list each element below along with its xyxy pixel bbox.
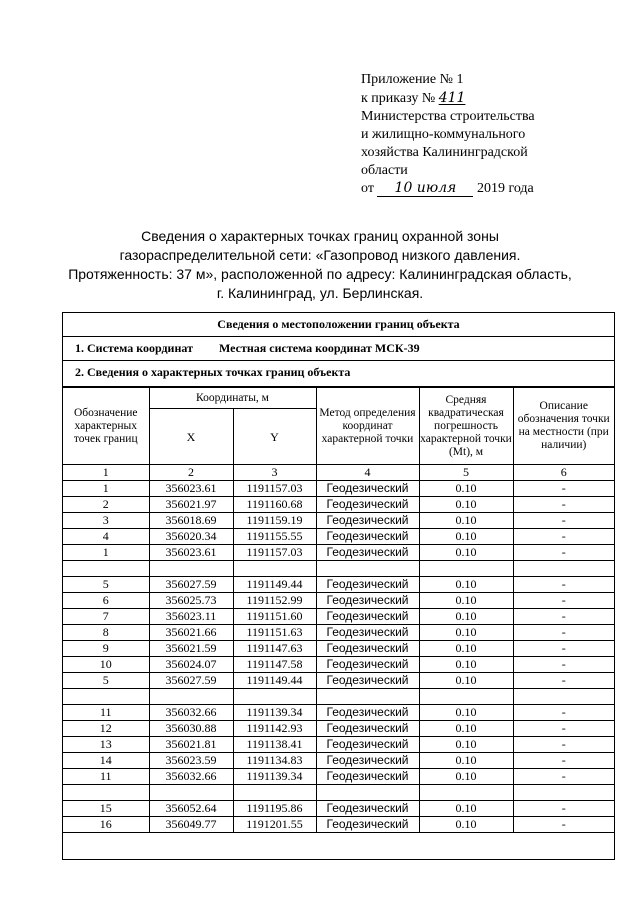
- method-cell: Геодезический: [316, 545, 419, 561]
- point-id-cell: 8: [63, 625, 149, 641]
- point-id-cell: 3: [63, 513, 149, 529]
- x-cell: 356030.88: [149, 721, 233, 737]
- x-cell: [149, 785, 233, 801]
- table-row: [63, 705, 614, 721]
- description-cell: -: [513, 705, 614, 721]
- y-cell: 1191139.34: [233, 769, 316, 785]
- method-cell: Геодезический: [316, 705, 419, 721]
- accuracy-cell: 0.10: [419, 593, 513, 609]
- point-id-cell: 1: [63, 481, 149, 497]
- method-cell: Геодезический: [316, 769, 419, 785]
- method-cell: Геодезический: [316, 721, 419, 737]
- header-method: Метод определения координат характерной точки: [316, 388, 419, 465]
- col-num-6: 6: [513, 465, 614, 481]
- blank-separator-row: [63, 785, 614, 801]
- method-cell: Геодезический: [316, 817, 419, 833]
- table-row: [63, 481, 614, 497]
- appendix-block: [361, 71, 611, 198]
- point-id-cell: 16: [63, 817, 149, 833]
- description-cell: -: [513, 801, 614, 817]
- method-cell: [316, 785, 419, 801]
- table-row: [63, 641, 614, 657]
- description-cell: [513, 785, 614, 801]
- y-cell: [233, 689, 316, 705]
- y-cell: 1191160.68: [233, 497, 316, 513]
- description-cell: -: [513, 737, 614, 753]
- blank-separator-row: [63, 689, 614, 705]
- x-cell: 356032.66: [149, 705, 233, 721]
- table-row: [63, 497, 614, 513]
- description-cell: -: [513, 609, 614, 625]
- col-num-3: 3: [233, 465, 316, 481]
- coord-system-value: Местная система координат МСК-39: [218, 341, 420, 355]
- ministry-line-1: Министерства строительства: [361, 109, 535, 124]
- method-cell: Геодезический: [316, 641, 419, 657]
- accuracy-cell: 0.10: [419, 577, 513, 593]
- table-row: [63, 545, 614, 561]
- description-cell: -: [513, 545, 614, 561]
- document-title: [60, 227, 580, 303]
- accuracy-cell: 0.10: [419, 753, 513, 769]
- accuracy-cell: 0.10: [419, 721, 513, 737]
- method-cell: Геодезический: [316, 497, 419, 513]
- coord-system-row: [63, 337, 614, 361]
- x-cell: 356052.64: [149, 801, 233, 817]
- coord-system-label: 1. Система координат: [75, 341, 193, 355]
- description-cell: -: [513, 769, 614, 785]
- y-cell: 1191157.03: [233, 481, 316, 497]
- y-cell: [233, 561, 316, 577]
- x-cell: 356021.97: [149, 497, 233, 513]
- method-cell: [316, 561, 419, 577]
- title-line-1: Сведения о характерных точках границ охранной зоны: [141, 228, 499, 244]
- order-number: 411: [438, 90, 466, 106]
- x-cell: 356018.69: [149, 513, 233, 529]
- appendix-title: Приложение № 1: [361, 72, 464, 87]
- blank-separator-row: [63, 561, 614, 577]
- point-id-cell: 7: [63, 609, 149, 625]
- table-row: [63, 769, 614, 785]
- y-cell: [233, 785, 316, 801]
- header-description: Описание обозначения точки на местности (при наличии): [513, 388, 614, 465]
- x-cell: 356023.59: [149, 753, 233, 769]
- method-cell: Геодезический: [316, 529, 419, 545]
- x-cell: 356023.61: [149, 545, 233, 561]
- x-cell: 356027.59: [149, 673, 233, 689]
- point-id-cell: 4: [63, 529, 149, 545]
- x-cell: 356021.59: [149, 641, 233, 657]
- accuracy-cell: 0.10: [419, 545, 513, 561]
- method-cell: Геодезический: [316, 593, 419, 609]
- accuracy-cell: [419, 689, 513, 705]
- col-num-5: 5: [419, 465, 513, 481]
- point-id-cell: 2: [63, 497, 149, 513]
- accuracy-cell: 0.10: [419, 673, 513, 689]
- method-cell: Геодезический: [316, 513, 419, 529]
- y-cell: 1191151.60: [233, 609, 316, 625]
- table-row: [63, 577, 614, 593]
- accuracy-cell: 0.10: [419, 641, 513, 657]
- table-row: [63, 625, 614, 641]
- y-cell: 1191134.83: [233, 753, 316, 769]
- point-id-cell: 1: [63, 545, 149, 561]
- description-cell: -: [513, 481, 614, 497]
- col-num-4: 4: [316, 465, 419, 481]
- method-cell: Геодезический: [316, 609, 419, 625]
- y-cell: 1191138.41: [233, 737, 316, 753]
- header-point-id: Обозначение характерных точек границ: [63, 388, 149, 465]
- x-cell: 356023.11: [149, 609, 233, 625]
- point-id-cell: 11: [63, 705, 149, 721]
- boundary-table-frame: [62, 312, 615, 860]
- description-cell: -: [513, 753, 614, 769]
- description-cell: [513, 561, 614, 577]
- accuracy-cell: 0.10: [419, 737, 513, 753]
- method-cell: Геодезический: [316, 673, 419, 689]
- description-cell: -: [513, 673, 614, 689]
- x-cell: 356032.66: [149, 769, 233, 785]
- accuracy-cell: 0.10: [419, 481, 513, 497]
- description-cell: -: [513, 817, 614, 833]
- table-row: [63, 801, 614, 817]
- date-suffix: 2019 года: [476, 181, 534, 196]
- x-cell: 356021.66: [149, 625, 233, 641]
- table-row: [63, 513, 614, 529]
- accuracy-cell: 0.10: [419, 657, 513, 673]
- date-prefix: от: [361, 181, 374, 196]
- x-cell: 356027.59: [149, 577, 233, 593]
- x-cell: 356025.73: [149, 593, 233, 609]
- accuracy-cell: 0.10: [419, 497, 513, 513]
- order-date-line: [361, 180, 611, 198]
- y-cell: 1191147.58: [233, 657, 316, 673]
- ministry-line-2: и жилищно-коммунального: [361, 127, 526, 142]
- y-cell: 1191195.86: [233, 801, 316, 817]
- header-x: X: [149, 409, 233, 465]
- point-id-cell: 15: [63, 801, 149, 817]
- order-number-line: [361, 89, 611, 108]
- header-coords: Координаты, м: [149, 388, 316, 409]
- column-numbers-row: [63, 465, 614, 481]
- point-id-cell: [63, 785, 149, 801]
- y-cell: 1191149.44: [233, 673, 316, 689]
- point-id-cell: 9: [63, 641, 149, 657]
- table-row: [63, 721, 614, 737]
- description-cell: -: [513, 625, 614, 641]
- title-line-3: Протяженность: 37 м», расположенной по адресу: Калининградская область,: [68, 266, 572, 282]
- accuracy-cell: 0.10: [419, 817, 513, 833]
- accuracy-cell: [419, 561, 513, 577]
- y-cell: 1191151.63: [233, 625, 316, 641]
- header-y: Y: [233, 409, 316, 465]
- accuracy-cell: 0.10: [419, 705, 513, 721]
- accuracy-cell: 0.10: [419, 801, 513, 817]
- method-cell: Геодезический: [316, 577, 419, 593]
- description-cell: -: [513, 593, 614, 609]
- col-num-1: 1: [63, 465, 149, 481]
- x-cell: [149, 689, 233, 705]
- point-id-cell: 6: [63, 593, 149, 609]
- header-accuracy: Средняя квадратическая погрешность характерной точки (Mt), м: [419, 388, 513, 465]
- y-cell: 1191201.55: [233, 817, 316, 833]
- y-cell: 1191139.34: [233, 705, 316, 721]
- y-cell: 1191157.03: [233, 545, 316, 561]
- accuracy-cell: 0.10: [419, 769, 513, 785]
- x-cell: 356024.07: [149, 657, 233, 673]
- table-row: [63, 529, 614, 545]
- method-cell: Геодезический: [316, 625, 419, 641]
- x-cell: 356021.81: [149, 737, 233, 753]
- col-num-2: 2: [149, 465, 233, 481]
- table-row: [63, 753, 614, 769]
- description-cell: [513, 689, 614, 705]
- section-title-row: Сведения о местоположении границ объекта: [63, 313, 614, 337]
- table-row: [63, 609, 614, 625]
- method-cell: Геодезический: [316, 657, 419, 673]
- points-section-row: 2. Сведения о характерных точках границ объекта: [63, 361, 614, 387]
- order-date-handwritten: 10 июля: [377, 181, 473, 197]
- ministry-line-3: хозяйства Калининградской: [361, 145, 528, 160]
- x-cell: [149, 561, 233, 577]
- accuracy-cell: 0.10: [419, 609, 513, 625]
- description-cell: -: [513, 657, 614, 673]
- point-id-cell: [63, 689, 149, 705]
- x-cell: 356020.34: [149, 529, 233, 545]
- table-row: [63, 817, 614, 833]
- point-id-cell: 10: [63, 657, 149, 673]
- method-cell: [316, 689, 419, 705]
- method-cell: Геодезический: [316, 481, 419, 497]
- points-table: [63, 387, 614, 833]
- point-id-cell: 14: [63, 753, 149, 769]
- order-prefix: к приказу №: [361, 91, 436, 106]
- title-line-4: г. Калининград, ул. Берлинская.: [216, 285, 424, 301]
- table-row: [63, 657, 614, 673]
- point-id-cell: 13: [63, 737, 149, 753]
- method-cell: Геодезический: [316, 801, 419, 817]
- point-id-cell: 5: [63, 673, 149, 689]
- description-cell: -: [513, 721, 614, 737]
- table-row: [63, 593, 614, 609]
- x-cell: 356023.61: [149, 481, 233, 497]
- title-line-2: газораспределительной сети: «Газопровод низкого давления.: [119, 247, 521, 263]
- accuracy-cell: 0.10: [419, 529, 513, 545]
- accuracy-cell: [419, 785, 513, 801]
- accuracy-cell: 0.10: [419, 625, 513, 641]
- table-row: [63, 673, 614, 689]
- accuracy-cell: 0.10: [419, 513, 513, 529]
- y-cell: 1191155.55: [233, 529, 316, 545]
- point-id-cell: 12: [63, 721, 149, 737]
- method-cell: Геодезический: [316, 737, 419, 753]
- y-cell: 1191149.44: [233, 577, 316, 593]
- description-cell: -: [513, 497, 614, 513]
- x-cell: 356049.77: [149, 817, 233, 833]
- table-row: [63, 737, 614, 753]
- point-id-cell: 11: [63, 769, 149, 785]
- y-cell: 1191142.93: [233, 721, 316, 737]
- description-cell: -: [513, 529, 614, 545]
- point-id-cell: 5: [63, 577, 149, 593]
- method-cell: Геодезический: [316, 753, 419, 769]
- description-cell: -: [513, 577, 614, 593]
- y-cell: 1191152.99: [233, 593, 316, 609]
- description-cell: -: [513, 641, 614, 657]
- point-id-cell: [63, 561, 149, 577]
- ministry-line-4: области: [361, 163, 408, 178]
- description-cell: -: [513, 513, 614, 529]
- y-cell: 1191147.63: [233, 641, 316, 657]
- y-cell: 1191159.19: [233, 513, 316, 529]
